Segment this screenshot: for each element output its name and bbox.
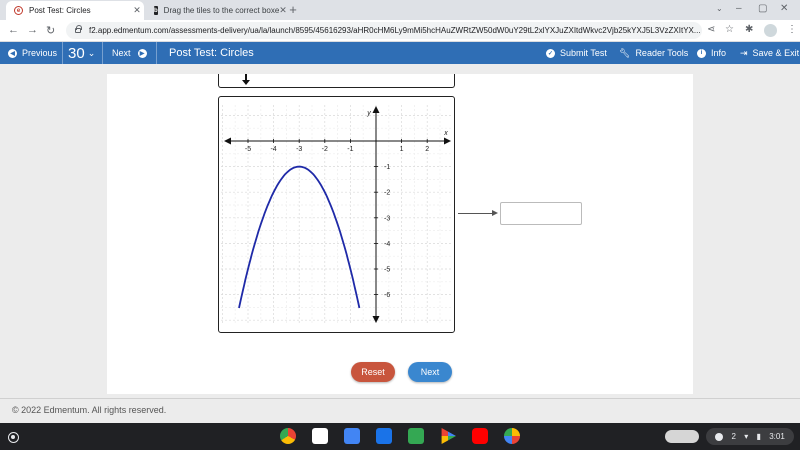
wrench-icon: 🔧︎	[619, 47, 631, 58]
x-tick-label: -4	[270, 146, 277, 153]
reader-label: Reader Tools	[635, 48, 689, 58]
photos-icon[interactable]	[504, 428, 520, 444]
y-axis-label: y	[367, 110, 371, 117]
info-button[interactable]	[697, 42, 726, 64]
graph-grid	[221, 105, 452, 323]
question-number: 30	[68, 44, 85, 62]
browser-toolbar	[0, 20, 800, 42]
y-tick-label: -4	[384, 240, 391, 248]
info-label: Info	[711, 48, 727, 58]
divider	[62, 42, 63, 64]
launcher-icon[interactable]	[8, 432, 19, 443]
new-tab-plus-icon[interactable]: +	[289, 2, 297, 17]
x-tick-label: -1	[347, 146, 354, 153]
check-circle-icon: ✓	[547, 50, 554, 57]
y-tick-label: -5	[384, 266, 391, 274]
clock-time: 3:01	[769, 432, 785, 441]
lock-icon	[75, 28, 81, 33]
test-header-bar	[0, 42, 800, 64]
url-text: f2.app.edmentum.com/assessments-delivery/ua/la/launch/8595/45616293/aHR0cHM6Ly9mMi5hcHAuZWRtZW50dW0uY29tL2xlYXJuZXItdWkvc2Vjb25kYXJ5L3VzZXItYX...	[89, 26, 701, 35]
tab-title: Drag the tiles to the correct boxe	[163, 6, 280, 15]
axis-arrow-down-icon	[245, 74, 247, 82]
extensions-puzzle-icon[interactable]: ✱	[745, 24, 754, 35]
brainly-favicon-icon: b	[154, 7, 158, 14]
calendar-icon[interactable]	[344, 428, 360, 444]
graph-tile-partial[interactable]	[218, 74, 455, 88]
next-question-button[interactable]	[112, 42, 152, 64]
gmail-icon[interactable]	[312, 428, 328, 444]
y-tick-label: -1	[384, 164, 391, 172]
question-number-dropdown[interactable]	[68, 42, 95, 64]
youtube-icon[interactable]	[472, 428, 488, 444]
share-icon[interactable]: ⋖	[707, 24, 716, 35]
profile-avatar[interactable]	[764, 24, 777, 37]
y-axis-up-arrow-icon	[373, 106, 380, 113]
reset-button[interactable]: Reset	[351, 362, 395, 382]
maximize-icon[interactable]: ▢	[758, 3, 768, 14]
x-tick-label: 1	[399, 146, 404, 153]
close-icon[interactable]: ✕	[279, 5, 287, 15]
previous-button[interactable]	[8, 42, 57, 64]
x-tick-label: -5	[244, 146, 252, 153]
next-label: Next	[112, 48, 131, 58]
submit-test-button[interactable]	[546, 42, 607, 64]
browser-tab-strip	[0, 0, 800, 20]
graph-tick-labels	[245, 110, 448, 299]
save-exit-label: Save & Exit	[752, 48, 800, 58]
x-tick-label: 2	[425, 146, 430, 153]
previous-label: Previous	[22, 48, 58, 58]
tab-search-chevron-icon[interactable]: ⌄	[716, 4, 723, 13]
classroom-icon[interactable]	[408, 428, 424, 444]
reader-tools-button[interactable]	[619, 42, 688, 64]
x-tick-label: -2	[321, 146, 328, 153]
graph-tile[interactable]	[218, 96, 455, 333]
minimize-icon[interactable]: –	[736, 3, 742, 14]
next-arrow-icon: ▶	[138, 49, 147, 58]
y-tick-label: -2	[384, 189, 391, 197]
x-axis-right-arrow-icon	[444, 138, 451, 145]
copyright-text: © 2022 Edmentum. All rights reserved.	[12, 405, 167, 415]
tab-drag-tiles[interactable]	[146, 1, 287, 20]
notification-count: 2	[731, 432, 736, 441]
window-close-icon[interactable]: ✕	[780, 3, 789, 14]
bookmark-star-icon[interactable]: ☆	[725, 24, 734, 35]
close-icon[interactable]: ✕	[133, 5, 141, 15]
save-exit-button[interactable]	[740, 42, 799, 64]
forward-arrow-icon[interactable]: →	[27, 24, 38, 36]
divider	[102, 42, 103, 64]
browser-menu-icon[interactable]: ⋮	[787, 24, 797, 35]
chrome-icon[interactable]	[280, 428, 296, 444]
previous-arrow-icon: ◀	[8, 49, 17, 58]
submit-label: Submit Test	[560, 48, 607, 58]
x-axis-label: x	[444, 130, 448, 137]
footer-divider	[0, 398, 800, 399]
notification-icon	[715, 433, 723, 441]
y-tick-label: -6	[384, 292, 391, 300]
exit-icon: ⇥	[740, 47, 748, 58]
reload-icon[interactable]: ↻	[46, 25, 56, 37]
back-arrow-icon[interactable]: ←	[8, 24, 19, 36]
play-store-icon[interactable]	[440, 428, 456, 444]
tab-title: Post Test: Circles	[29, 6, 91, 15]
x-tick-label: -3	[296, 146, 303, 153]
y-tick-label: -3	[384, 215, 391, 223]
os-shelf	[0, 423, 800, 450]
next-button[interactable]: Next	[408, 362, 452, 382]
tote-icon[interactable]	[665, 430, 699, 443]
tab-post-test[interactable]	[6, 1, 144, 20]
address-bar[interactable]	[66, 22, 702, 39]
wifi-icon: ▾	[744, 432, 749, 441]
x-axis-left-arrow-icon	[224, 138, 231, 145]
match-arrow-icon	[458, 213, 496, 214]
edmentum-favicon-icon: e	[14, 6, 23, 15]
info-icon: i	[697, 49, 706, 58]
files-icon[interactable]	[376, 428, 392, 444]
answer-drop-box[interactable]	[500, 202, 582, 225]
chevron-down-icon: ⌄	[87, 47, 96, 58]
divider	[156, 42, 157, 64]
battery-icon: ▮	[756, 432, 761, 441]
page-title: Post Test: Circles	[169, 47, 254, 59]
parabola-graph	[219, 97, 454, 332]
system-tray[interactable]	[706, 428, 794, 445]
y-axis-down-arrow-icon	[373, 316, 380, 323]
